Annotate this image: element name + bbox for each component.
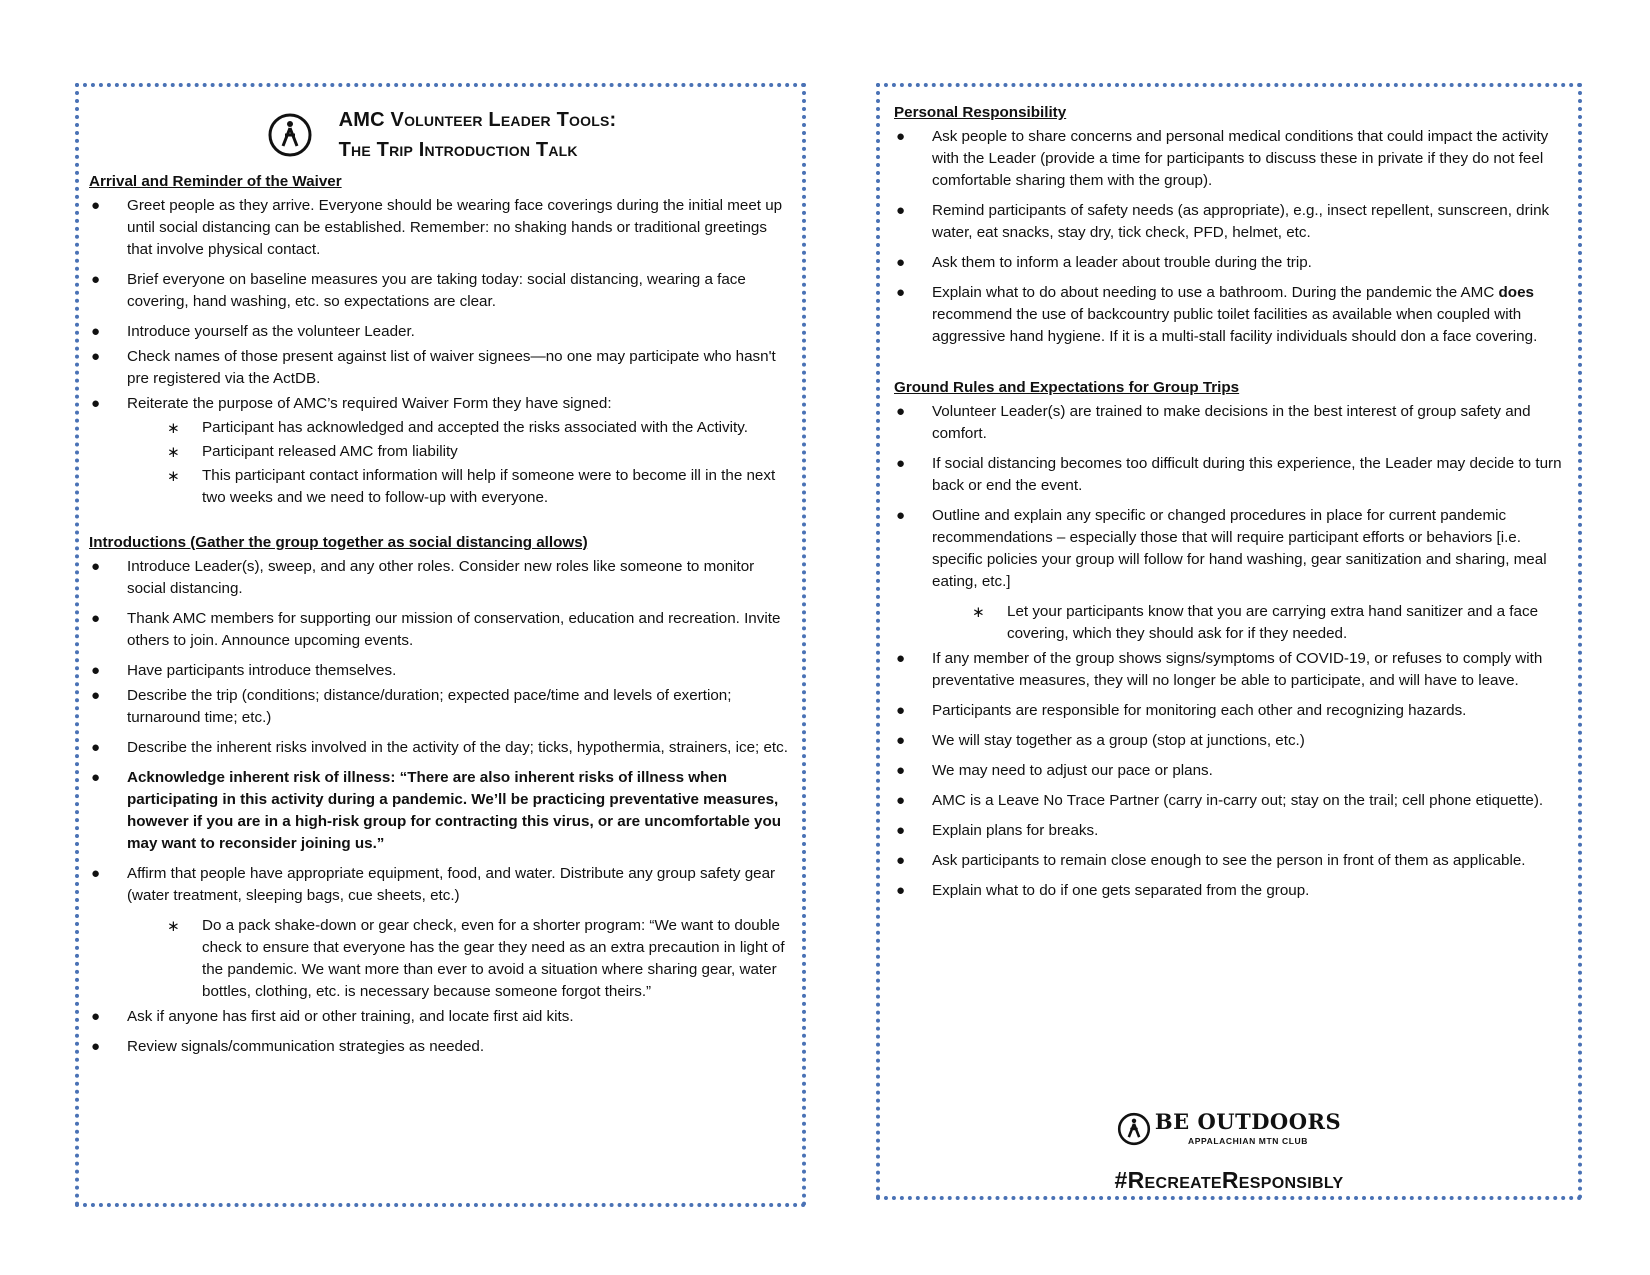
list-item: ● Explain what to do about needing to use a bathroom. During the pandemic the AMC does recommend the use of backcountry public toilet facilities as available when coupled with aggressive hand hygiene. If it is a multi-stall facility individuals should don a face covering. — [896, 284, 1538, 345]
list-item: ● We may need to adjust our pace or plans. — [896, 762, 1213, 779]
sub-list-item: ∗ Participant has acknowledged and accepted the risks associated with the Activity. — [167, 419, 748, 437]
list-item: ● Participants are responsible for monitoring each other and recognizing hazards. — [896, 702, 1467, 719]
sub-list-item: ∗ Participant released AMC from liability — [167, 443, 458, 461]
sub-list-item: ∗ This participant contact information will help if someone were to become ill in the next two weeks and we need to follow-up with everyone. — [167, 467, 776, 506]
waiver-sublist — [127, 417, 794, 509]
list-item: ● Affirm that people have appropriate equipment, food, and water. Distribute any group safety gear (water treatment, sleeping bags, cue sheets, etc.) ∗ Do a pack shake-down or gear check, even for a shorter program: “We want to double check to ensure that everyone has the gear they need as an extra precaution in light of the pandemic. We want more than ever to avoid a situation where sharing gear, water bottles, clothing, etc. is necessary because someone forgot theirs.” — [89, 863, 794, 1003]
list-item: ● Ask if anyone has first aid or other training, and locate first aid kits. — [91, 1008, 574, 1025]
list-item: ● Ask people to share concerns and personal medical conditions that could impact the activity with the Leader (provide a time for participants to discuss these in private if they do not feel comfortable sharing them with the group). — [896, 128, 1549, 189]
list-item: ● Remind participants of safety needs (as appropriate), e.g., insect repellent, sunscreen, drink water, eat snacks, stay dry, tick check, PFD, helmet, etc. — [896, 202, 1550, 241]
sanitizer-sublist — [932, 601, 1570, 645]
arrival-list — [89, 195, 794, 509]
introductions-list — [89, 556, 794, 1058]
footer — [880, 1109, 1578, 1193]
list-item: ● Introduce yourself as the volunteer Leader. — [91, 323, 415, 340]
list-item: ● Explain what to do if one gets separated from the group. — [896, 882, 1310, 899]
arrival-heading: Arrival and Reminder of the Waiver — [89, 173, 342, 190]
list-item: ● We will stay together as a group (stop at junctions, etc.) — [896, 732, 1305, 749]
list-item: ● Explain plans for breaks. — [896, 822, 1099, 839]
list-item: ● Describe the trip (conditions; distance/duration; expected pace/time and levels of exertion; turnaround time; etc.) — [91, 687, 732, 726]
title-block — [89, 105, 794, 165]
list-item: ● Volunteer Leader(s) are trained to make decisions in the best interest of group safety and comfort. — [896, 403, 1531, 442]
list-item: ● Greet people as they arrive. Everyone should be wearing face coverings during the initial meet up until social distancing can be established. Remember: no shaking hands or traditional greetings that involve physical contact. — [91, 197, 783, 258]
list-item: ● If social distancing becomes too difficult during this experience, the Leader may decide to turn back or end the event. — [896, 455, 1562, 494]
be-outdoors-logo — [1117, 1109, 1342, 1146]
left-panel — [75, 83, 806, 1207]
sub-list-item: ∗ Let your participants know that you are carrying extra hand sanitizer and a face covering, which they should ask for if they needed. — [972, 603, 1539, 642]
page-title: AMC Volunteer Leader Tools: The Trip Introduction Talk — [338, 109, 617, 161]
ground-rules-list — [894, 401, 1570, 902]
list-item: ● Outline and explain any specific or changed procedures in place for current pandemic recommendations – especially those that will require participant efforts or behaviors [i.e. specific policies your group will follow for hand washing, gear sanitization and sharing, meal eating, etc.] ∗ Let your participants know that you are carrying extra hand sanitizer and a face covering, which they should ask for if they needed. — [894, 505, 1570, 645]
introductions-heading: Introductions (Gather the group together as social distancing allows) — [89, 534, 588, 551]
list-item: ● Review signals/communication strategies as needed. — [91, 1038, 485, 1055]
list-item: ● Thank AMC members for supporting our mission of conservation, education and recreation. Invite others to join. Announce upcoming events. — [91, 610, 781, 649]
list-item: ● Check names of those present against list of waiver signees—no one may participate who hasn't pre registered via the ActDB. — [91, 348, 776, 387]
amc-hiker-logo-icon — [1117, 1112, 1151, 1146]
ground-rules-heading: Ground Rules and Expectations for Group Trips — [894, 379, 1240, 396]
list-item: ● Brief everyone on baseline measures you are taking today: social distancing, wearing a face covering, hand washing, etc. so expectations are clear. — [91, 271, 746, 310]
list-item: ● Have participants introduce themselves. — [91, 662, 397, 679]
hashtag: #RecreateResponsibly — [1114, 1167, 1344, 1193]
list-item: ● Reiterate the purpose of AMC’s required Waiver Form they have signed: ∗ Participant has acknowledged and accepted the risks associated with the Activity. ∗ Participant released AMC from liability ∗ This participant contact information will help if someone were to become ill in the next two weeks and we need to follow-up with everyone. — [89, 393, 794, 509]
personal-responsibility-heading: Personal Responsibility — [894, 104, 1067, 121]
right-panel — [876, 83, 1582, 1200]
personal-list — [894, 126, 1570, 348]
list-item: ● AMC is a Leave No Trace Partner (carry in-carry out; stay on the trail; cell phone etiquette). — [896, 792, 1544, 809]
footer-brand: BE OUTDOORS — [1154, 1109, 1342, 1134]
list-item: ● Introduce Leader(s), sweep, and any other roles. Consider new roles like someone to monitor social distancing. — [91, 558, 755, 597]
list-item: ● Ask participants to remain close enough to see the person in front of them as applicable. — [896, 852, 1526, 869]
list-item: ● If any member of the group shows signs/symptoms of COVID-19, or refuses to comply with preventative measures, they will no longer be able to participate, and will have to leave. — [896, 650, 1543, 689]
list-item: ● Ask them to inform a leader about trouble during the trip. — [896, 254, 1312, 271]
gear-sublist — [127, 915, 794, 1003]
amc-hiker-logo-icon — [267, 112, 313, 158]
list-item: ● Describe the inherent risks involved in the activity of the day; ticks, hypothermia, strainers, ice; etc. — [91, 739, 788, 756]
footer-subbrand: APPALACHIAN MTN CLUB — [1188, 1136, 1308, 1146]
sub-list-item: ∗ Do a pack shake-down or gear check, even for a shorter program: “We want to double check to ensure that everyone has the gear they need as an extra precaution in light of the pandemic. We want more than ever to avoid a situation where sharing gear, water bottles, clothing, etc. is necessary because someone forgot theirs.” — [167, 917, 785, 1000]
list-item: ● Acknowledge inherent risk of illness: “There are also inherent risks of illness when participating in this activity during a pandemic. We’ll be practicing preventative measures, however if you are in a high-risk group for contracting this virus, or are uncomfortable you may want to reconsider joining us.” — [91, 769, 782, 852]
